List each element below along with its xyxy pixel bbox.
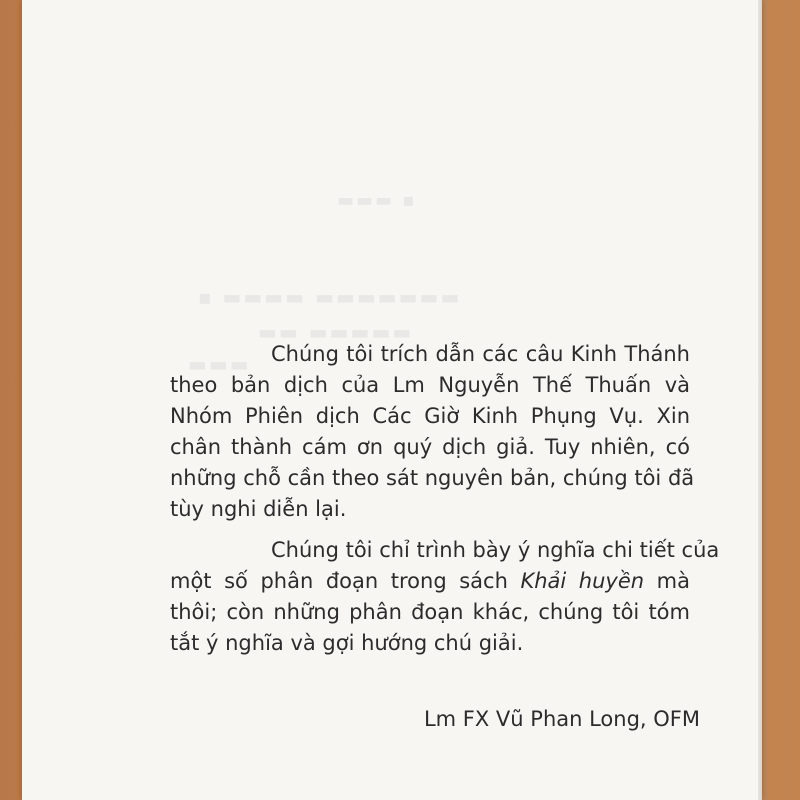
- author-signature: Lm FX Vũ Phan Long, OFM: [423, 707, 700, 731]
- paragraph-2-line: tắt ý nghĩa và gợi hướng chú giải.: [170, 631, 524, 655]
- paragraph-1-line: những chỗ cần theo sát nguyên bản, chúng tôi đã: [170, 466, 695, 490]
- page-edge: [758, 0, 762, 800]
- paragraph-1-line: theo bản dịch của Lm Nguyễn Thế Thuấn và: [170, 373, 690, 397]
- show-through-mark: ▬▬▬ ▪: [337, 190, 417, 211]
- show-through-mark: ▬▬▬: [188, 352, 251, 376]
- paragraph-2-line: thôi; còn những phân đoạn khác, chúng tôi tóm: [170, 600, 690, 624]
- show-through-mark: ▪ ▬▬▬▬ ▬▬▬▬▬▬▬: [198, 285, 462, 309]
- show-through-mark: ▬▬ ▬▬▬▬▬: [258, 320, 414, 344]
- paragraph-1-line: tùy nghi diễn lại.: [170, 497, 347, 521]
- book-title: Khải huyền: [520, 569, 645, 593]
- paragraph-2-text: một số phân đoạn trong sách: [170, 569, 521, 593]
- paragraph-1-line: chân thành cám ơn quý dịch giả. Tuy nhiên, có: [170, 435, 690, 459]
- paragraph-2-line: Chúng tôi chỉ trình bày ý nghĩa chi tiết của: [271, 538, 720, 562]
- paragraph-2-text: mà: [644, 569, 690, 593]
- book-page: [22, 0, 762, 800]
- paragraph-1-line: Chúng tôi trích dẫn các câu Kinh Thánh: [271, 342, 690, 366]
- paragraph-2-line: [170, 566, 690, 597]
- foreword-text: [170, 339, 720, 659]
- paragraph-1-line: Nhóm Phiên dịch Các Giờ Kinh Phụng Vụ. Xin: [170, 404, 690, 428]
